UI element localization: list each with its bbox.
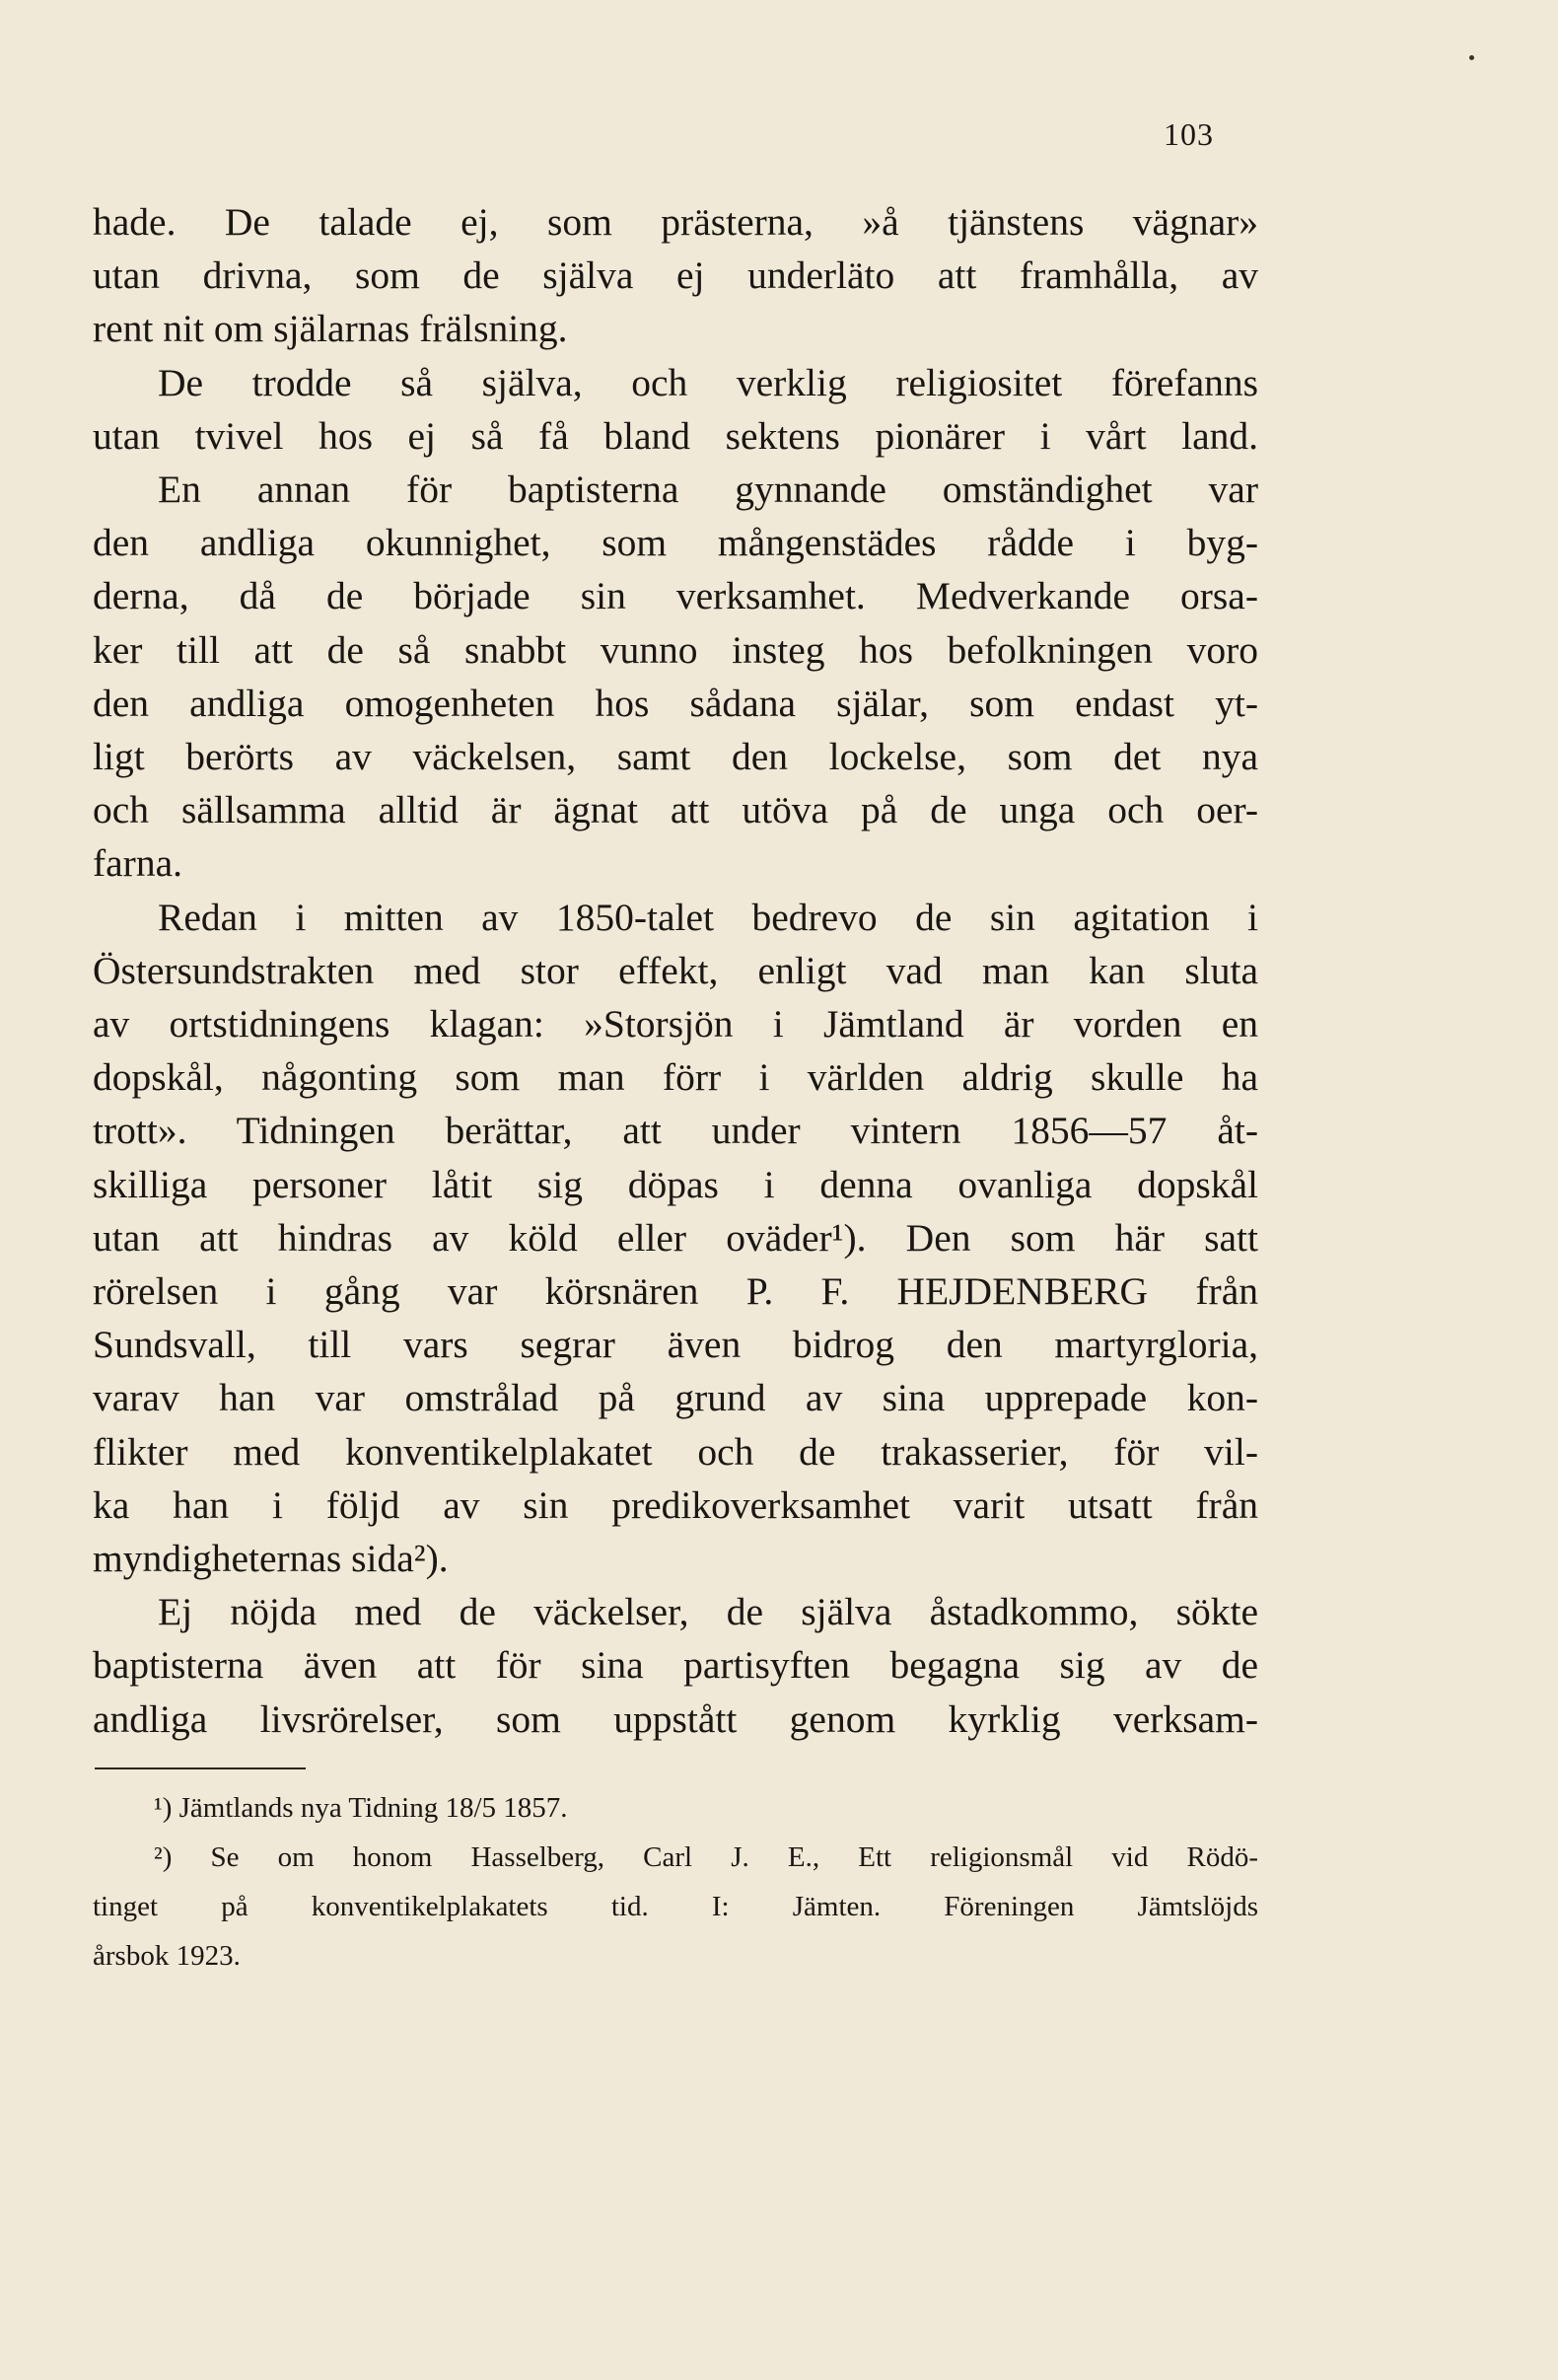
footnote-line: årsbok 1923. <box>93 1940 241 1972</box>
footnote-line: ²) Se om honom Hasselberg, Carl J. E., Ett religionsmål vid Rödö- <box>154 1841 1258 1873</box>
footnotes <box>93 1783 1258 1981</box>
text-line: ligt berörts av väckelsen, samt den lockelse, som det nya <box>93 735 1258 779</box>
text-line: De trodde så själva, och verklig religiositet förefanns <box>158 360 1258 404</box>
text-line: den andliga omogenheten hos sådana själar, som endast yt- <box>93 681 1258 725</box>
text-line: utan tvivel hos ej så få bland sektens pionärer i vårt land. <box>93 413 1258 458</box>
text-line: den andliga okunnighet, som mångenstädes rådde i byg- <box>93 521 1258 565</box>
text-line: hade. De talade ej, som prästerna, »å tjänstens vägnar» <box>93 200 1258 244</box>
text-line: Redan i mitten av 1850-talet bedrevo de sin agitation i <box>158 895 1258 939</box>
text-line: dopskål, någonting som man förr i världen aldrig skulle ha <box>93 1055 1258 1100</box>
text-line: Sundsvall, till vars segrar även bidrog den martyrgloria, <box>93 1323 1258 1367</box>
text-line: baptisterna även att för sina partisyften begagna sig av de <box>93 1643 1258 1688</box>
text-line: ker till att de så snabbt vunno insteg hos befolkningen voro <box>93 627 1258 672</box>
speck-mark <box>1469 55 1474 60</box>
text-line: av ortstidningens klagan: »Storsjön i Jämtland är vorden en <box>93 1002 1258 1046</box>
text-line: utan drivna, som de själva ej underläto att framhålla, av <box>93 253 1258 298</box>
text-line: rörelsen i gång var körsnären P. F. HEJDENBERG från <box>93 1269 1258 1314</box>
text-line: Ej nöjda med de väckelser, de själva åstadkommo, sökte <box>158 1590 1258 1634</box>
footnote-rule <box>95 1767 306 1769</box>
footnote-line: tinget på konventikelplakatets tid. I: Jämten. Föreningen Jämtslöjds <box>93 1891 1258 1922</box>
text-line: derna, då de började sin verksamhet. Medverkande orsa- <box>93 574 1258 618</box>
text-line: flikter med konventikelplakatet och de trakasserier, för vil- <box>93 1429 1258 1474</box>
page-number: 103 <box>1164 116 1214 152</box>
text-line: andliga livsrörelser, som uppstått genom kyrklig verksam- <box>93 1696 1258 1741</box>
text-line: ka han i följd av sin predikoverksamhet varit utsatt från <box>93 1482 1258 1527</box>
footnote-line: ¹) Jämtlands nya Tidning 18/5 1857. <box>154 1792 568 1824</box>
text-line: myndigheternas sida²). <box>93 1537 449 1581</box>
body-text <box>93 195 1258 1746</box>
text-line: skilliga personer låtit sig döpas i denna ovanliga dopskål <box>93 1162 1258 1206</box>
text-line: och sällsamma alltid är ägnat att utöva på de unga och oer- <box>93 788 1258 832</box>
text-line: rent nit om själarnas frälsning. <box>93 307 568 351</box>
text-line: farna. <box>93 841 182 886</box>
text-line: En annan för baptisterna gynnande omständighet var <box>158 468 1258 512</box>
text-line: varav han var omstrålad på grund av sina upprepade kon- <box>93 1376 1258 1420</box>
text-line: Östersundstrakten med stor effekt, enligt vad man kan sluta <box>93 948 1258 992</box>
text-line: utan att hindras av köld eller oväder¹). Den som här satt <box>93 1215 1258 1260</box>
text-line: trott». Tidningen berättar, att under vintern 1856—57 åt- <box>93 1109 1258 1153</box>
